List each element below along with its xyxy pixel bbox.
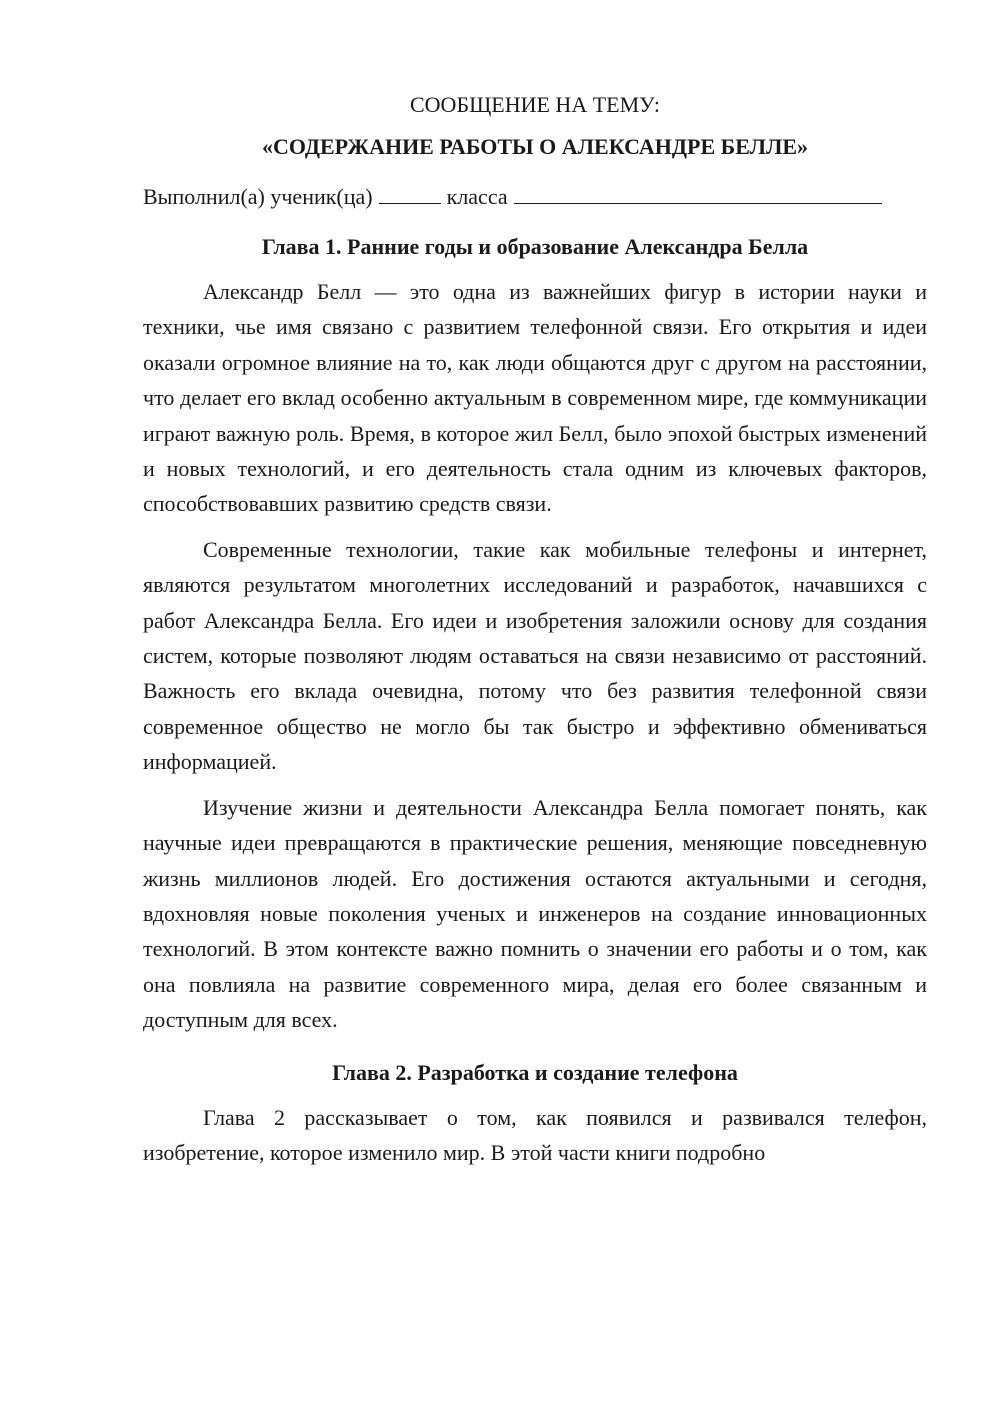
document-title-line-1: СООБЩЕНИЕ НА ТЕМУ: bbox=[410, 92, 660, 117]
author-prefix: Выполнил(а) ученик(ца) bbox=[143, 184, 373, 209]
document-title-line-2: «СОДЕРЖАНИЕ РАБОТЫ О АЛЕКСАНДРЕ БЕЛЛЕ» bbox=[261, 134, 809, 159]
class-label: класса bbox=[446, 184, 508, 209]
chapter-2-paragraph-1: Глава 2 рассказывает о том, как появился и развивался телефон, изобретение, которое изменило мир. В этой части книги подробно bbox=[143, 1104, 927, 1165]
chapter-2-heading: Глава 2. Разработка и создание телефона bbox=[332, 1059, 738, 1085]
author-name-blank bbox=[514, 183, 882, 204]
author-line bbox=[143, 182, 927, 212]
chapter-1-paragraph-1: Александр Белл — это одна из важнейших фигур в истории науки и техники, чье имя связано с развитием телефонной связи. Его открытия и идеи оказали огромное влияние на то, как люди общаются друг с другом на расстоянии, что делает его вклад особенно актуальным в современном мире, где коммуникации играют важную роль. Время, в которое жил Белл, было эпохой быстрых изменений и новых технологий, и его деятельность стала одним из ключевых факторов, способствовавших развитию средств связи. bbox=[143, 279, 927, 517]
chapter-1-heading: Глава 1. Ранние годы и образование Александра Белла bbox=[261, 234, 809, 259]
chapter-1-paragraph-3: Изучение жизни и деятельности Александра Белла помогает понять, как научные идеи превращаются в практические решения, меняющие повседневную жизнь миллионов людей. Его достижения остаются актуальными и сегодня, вдохновляя новые поколения ученых и инженеров на создание инновационных технологий. В этом контексте важно помнить о значении его работы и о том, как она повлияла на развитие современного мира, делая его более связанным и доступным для всех. bbox=[143, 794, 927, 1033]
chapter-1-paragraph-2: Современные технологии, такие как мобильные телефоны и интернет, являются результатом многолетних исследований и разработок, начавшихся с работ Александра Белла. Его идеи и изобретения заложили основу для создания систем, которые позволяют людям оставаться на связи независимо от расстояний. Важность его вклада очевидна, потому что без развития телефонной связи современное общество не могло бы так быстро и эффективно обмениваться информацией. bbox=[143, 536, 927, 775]
document-page bbox=[143, 90, 927, 1180]
class-number-blank bbox=[379, 183, 441, 204]
